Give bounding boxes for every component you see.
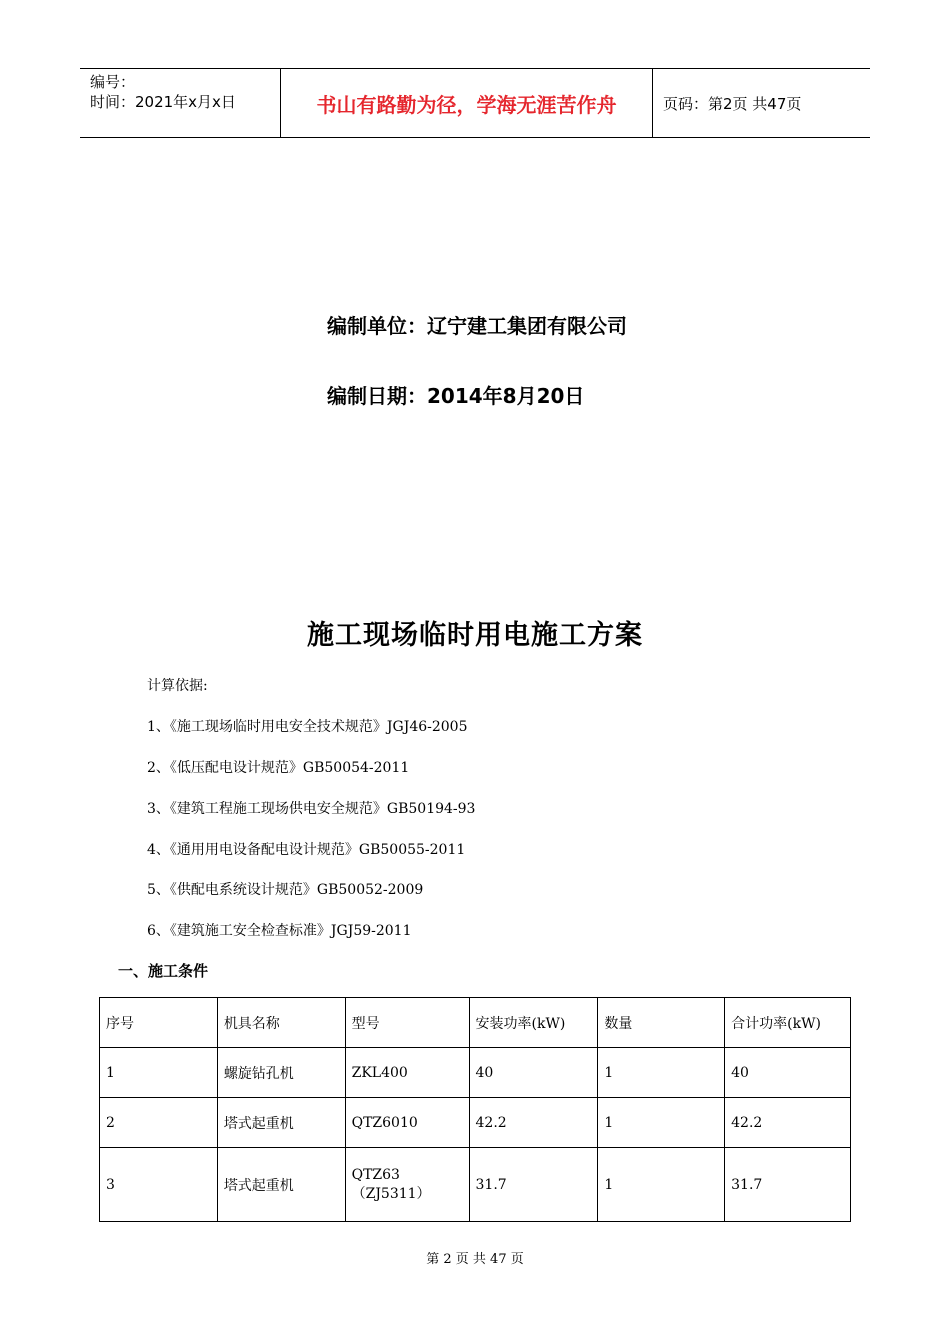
equipment-table (99, 997, 851, 1222)
document-time: 时间：2021年x月x日 (90, 93, 236, 111)
compiling-date: 编制日期：2014年8月20日 (327, 384, 585, 408)
table-cell: 3 (100, 1148, 218, 1222)
basis-label: 计算依据: (147, 678, 208, 694)
header-cell: 安装功率(kW) (469, 998, 598, 1048)
compiling-organization: 编制单位：辽宁建工集团有限公司 (327, 314, 627, 338)
table-cell: 31.7 (469, 1148, 598, 1222)
header-meta (80, 69, 281, 137)
table-cell: 塔式起重机 (217, 1148, 345, 1222)
table-cell: 1 (100, 1048, 218, 1098)
header-page-info (653, 69, 870, 137)
table-row (100, 1148, 851, 1222)
section-heading: 一、施工条件 (118, 962, 209, 980)
table-cell: 31.7 (725, 1148, 851, 1222)
basis-item: 6、《建筑施工安全检查标准》JGJ59-2011 (147, 923, 412, 939)
table-cell: 42.2 (469, 1098, 598, 1148)
basis-item: 5、《供配电系统设计规范》GB50052-2009 (147, 882, 424, 898)
header-cell: 序号 (100, 998, 218, 1048)
table-cell: 42.2 (725, 1098, 851, 1148)
table-cell: 1 (598, 1098, 725, 1148)
table-cell: QTZ63（ZJ5311） (345, 1148, 469, 1222)
table-cell: ZKL400 (345, 1048, 469, 1098)
table-row (100, 1098, 851, 1148)
basis-item: 3、《建筑工程施工现场供电安全规范》GB50194-93 (147, 801, 476, 817)
table-cell: 塔式起重机 (217, 1098, 345, 1148)
header-cell: 型号 (345, 998, 469, 1048)
header-cell: 数量 (598, 998, 725, 1048)
table-row (100, 1048, 851, 1098)
page-header (80, 68, 870, 138)
table-cell: 2 (100, 1098, 218, 1148)
table-cell: 1 (598, 1148, 725, 1222)
table-cell: 螺旋钻孔机 (217, 1048, 345, 1098)
header-motto-cell (281, 69, 653, 137)
table-cell: 1 (598, 1048, 725, 1098)
header-cell: 合计功率(kW) (725, 998, 851, 1048)
table-cell: 40 (469, 1048, 598, 1098)
page-info-text: 页码：第2页 共47页 (663, 94, 802, 113)
table-cell: QTZ6010 (345, 1098, 469, 1148)
document-title: 施工现场临时用电施工方案 (307, 620, 643, 651)
document-number-label: 编号： (90, 73, 136, 91)
table-header-row (100, 998, 851, 1048)
header-cell: 机具名称 (217, 998, 345, 1048)
basis-item: 1、《施工现场临时用电安全技术规范》JGJ46-2005 (147, 719, 468, 735)
basis-item: 2、《低压配电设计规范》GB50054-2011 (147, 760, 410, 776)
table-cell: 40 (725, 1048, 851, 1098)
page-footer: 第 2 页 共 47 页 (426, 1252, 524, 1267)
basis-item: 4、《通用用电设备配电设计规范》GB50055-2011 (147, 842, 466, 858)
header-motto: 书山有路勤为径，学海无涯苦作舟 (316, 92, 617, 117)
